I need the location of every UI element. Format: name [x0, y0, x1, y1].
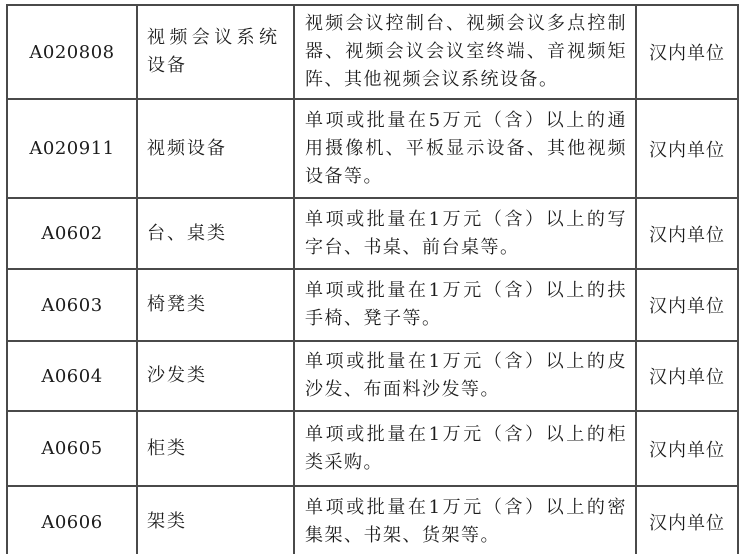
table-row [7, 486, 738, 554]
description-cell: 单项或批量在1万元（含）以上的柜类采购。 [294, 411, 636, 486]
scope-cell: 汉内单位 [636, 411, 738, 486]
scope-cell: 汉内单位 [636, 269, 738, 341]
category-cell: 架类 [137, 486, 294, 554]
code-cell: A020911 [7, 99, 137, 198]
scope-cell: 汉内单位 [636, 99, 738, 198]
procurement-table [6, 4, 739, 554]
table-row [7, 341, 738, 411]
description-cell: 单项或批量在5万元（含）以上的通用摄像机、平板显示设备、其他视频设备等。 [294, 99, 636, 198]
description-cell: 单项或批量在1万元（含）以上的写字台、书桌、前台桌等。 [294, 198, 636, 269]
scope-cell: 汉内单位 [636, 198, 738, 269]
description-cell: 视频会议控制台、视频会议多点控制器、视频会议会议室终端、音视频矩阵、其他视频会议系统设备。 [294, 5, 636, 99]
code-cell: A0604 [7, 341, 137, 411]
code-cell: A0606 [7, 486, 137, 554]
description-cell: 单项或批量在1万元（含）以上的扶手椅、凳子等。 [294, 269, 636, 341]
category-cell: 沙发类 [137, 341, 294, 411]
table-row [7, 269, 738, 341]
code-cell: A0605 [7, 411, 137, 486]
scope-cell: 汉内单位 [636, 341, 738, 411]
scope-cell: 汉内单位 [636, 5, 738, 99]
table-row [7, 198, 738, 269]
code-cell: A0602 [7, 198, 137, 269]
code-cell: A0603 [7, 269, 137, 341]
category-cell: 椅凳类 [137, 269, 294, 341]
category-cell: 视频会议系统设备 [137, 5, 294, 99]
category-cell: 台、桌类 [137, 198, 294, 269]
table-row [7, 99, 738, 198]
code-cell: A020808 [7, 5, 137, 99]
scope-cell: 汉内单位 [636, 486, 738, 554]
description-cell: 单项或批量在1万元（含）以上的皮沙发、布面料沙发等。 [294, 341, 636, 411]
category-cell: 视频设备 [137, 99, 294, 198]
category-cell: 柜类 [137, 411, 294, 486]
table-row [7, 5, 738, 99]
table-row [7, 411, 738, 486]
description-cell: 单项或批量在1万元（含）以上的密集架、书架、货架等。 [294, 486, 636, 554]
